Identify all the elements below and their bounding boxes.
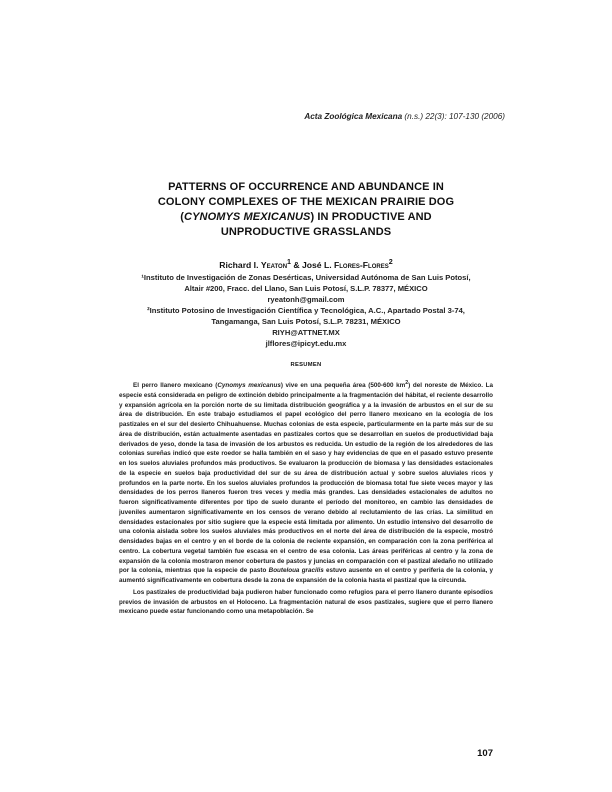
abstract-body (119, 379, 493, 617)
affiliation-2-line-1: ²Instituto Potosino de Investigación Científica y Tecnológica, A.C., Apartado Postal 3-74, (147, 306, 465, 315)
title-line-3-rest: ) IN PRODUCTIVE AND (310, 211, 432, 223)
title-paren: ( (180, 211, 185, 223)
species-name: Cynomys mexicanus (217, 382, 281, 390)
author-list (110, 258, 502, 270)
journal-citation (304, 112, 505, 121)
abstract-paragraph-1 (119, 379, 493, 586)
affiliation-1-email: ryeatonh@gmail.com (267, 295, 345, 304)
page-number: 107 (477, 748, 493, 759)
species-name: Bouteloua gracilis (268, 567, 324, 575)
title-species: CYNOMYS MEXICANUS (184, 211, 311, 223)
author2-last: Flores-Flores (334, 259, 389, 270)
abstract-heading: RESUMEN (290, 362, 322, 368)
affiliation-2-email-2: jlflores@ipicyt.edu.mx (265, 339, 347, 348)
superscript: 2 (405, 380, 409, 386)
author2-first: José L. (302, 259, 334, 270)
affiliation-1-line-2: Altair #200, Fracc. del Llano, San Luis Potosí, S.L.P. 78377, MÉXICO (184, 284, 428, 293)
title-line-2: COLONY COMPLEXES OF THE MEXICAN PRAIRIE DOG (157, 196, 455, 208)
abstract-text: estuvo ausente en el centro y periferia de la colonia, y aumentó significativamente en cobertura desde la zona de expansión de la colonia hasta el pastizal que la circunda. (119, 567, 494, 585)
journal-reference: (n.s.) 22(3): 107-130 (2006) (402, 112, 505, 121)
title-line-4: UNPRODUCTIVE GRASSLANDS (220, 226, 392, 238)
affiliation-1 (110, 272, 502, 305)
abstract-paragraph-2: Los pastizales de productividad baja pudieron haber funcionado como refugios para el perro llanero durante episodios previos de invasión de arbustos en el Holoceno. La fragmentación natural de esos pastizales, sugiere que el perro llanero mexicano puede estar funcionando como una metapoblación. Se (119, 588, 493, 616)
journal-name: Acta Zoológica Mexicana (304, 112, 403, 121)
author2-sup: 2 (388, 258, 393, 266)
abstract-text: El perro llanero mexicano ( (133, 382, 218, 390)
paper-title (120, 180, 492, 240)
abstract-text: ) vive en una pequeña área (500-600 km (280, 382, 406, 390)
author1-sup: 1 (287, 258, 292, 266)
author1-last: Yeaton (260, 259, 288, 270)
author1-first: Richard I. (219, 259, 261, 270)
abstract-text: ) del noreste de México. La especie está considerada en peligro de extinción debido principalmente a la fragmentación del hábitat, el reciente desarrollo y expansión agrícola en la porción norte de su limitada distribución geográfica y a la invasión de arbustos en el sur de su área de distribución. En este trabajo estudiamos el papel ecológico del perro llanero mexicano en la ecología de los pastizales en el sur del desierto Chihuahuense. Muchas colonias de esta especie, particularmente en la parte más sur de su área de distribución, están actualmente asentadas en pastizales cortos que se desarrollan en suelos de productividad baja derivados de yeso, donde la tasa de invasión de los arbustos es reducida. Un estudio de la región de los alrededores de las colonias sureñas indicó que este roedor se halla también en el saso y hay evidencias de que en el pasado estuvo presente en los suelos aluviales profundos más productivos. Se evaluaron la producción de biomasa y las densidades estacionales de la especie en suelos baja productividad del sur de su área de distribución actual y sobre suelos aluviales ricos y profundos en la parte norte. En los suelos aluviales profundos la producción de biomasa total fue siete veces mayor y las densidades de los perros llaneros fueron tres veces y media más grandes. Las densidades estacionales de adultos no fueron significativamente diferentes por tipo de suelo durante el período del monitoreo, en cambio las densidades de juveniles aumentaron significativamente en los censos de verano debido al reclutamiento de las crías. La similitud en densidades estacionales por sitio sugiere que la especie está limitada por alimento. Un estudio intensivo del desarrollo de una colonia aislada sobre los suelos aluviales más productivos en el norte del área de distribución de la especie, mostró densidades bajas en el centro y en el borde de la colonia de reciente expansión, en comparación con la zona periférica al centro. La cobertura vegetal también fue escasa en el centro de esa colonia. Las áreas periféricas al centro y la zona de expansión de la colonia mostraron menor cobertura de pastos y juncias en comparación con el pastizal aledaño no utilizado por la colonia, mientras que la especie de pasto (119, 382, 493, 575)
title-line-1: PATTERNS OF OCCURRENCE AND ABUNDANCE IN (168, 181, 444, 193)
title-line-3 (120, 210, 492, 225)
author-separator: & (291, 259, 302, 270)
affiliation-2 (110, 305, 502, 349)
affiliation-2-line-2: Tangamanga, San Luis Potosí, S.L.P. 78231, MÉXICO (211, 317, 401, 326)
affiliation-1-line-1: ¹Instituto de Investigación de Zonas Desérticas, Universidad Autónoma de San Luis Potosí, (141, 273, 471, 282)
affiliation-2-email-1: RIYH@ATTNET.MX (272, 328, 340, 337)
